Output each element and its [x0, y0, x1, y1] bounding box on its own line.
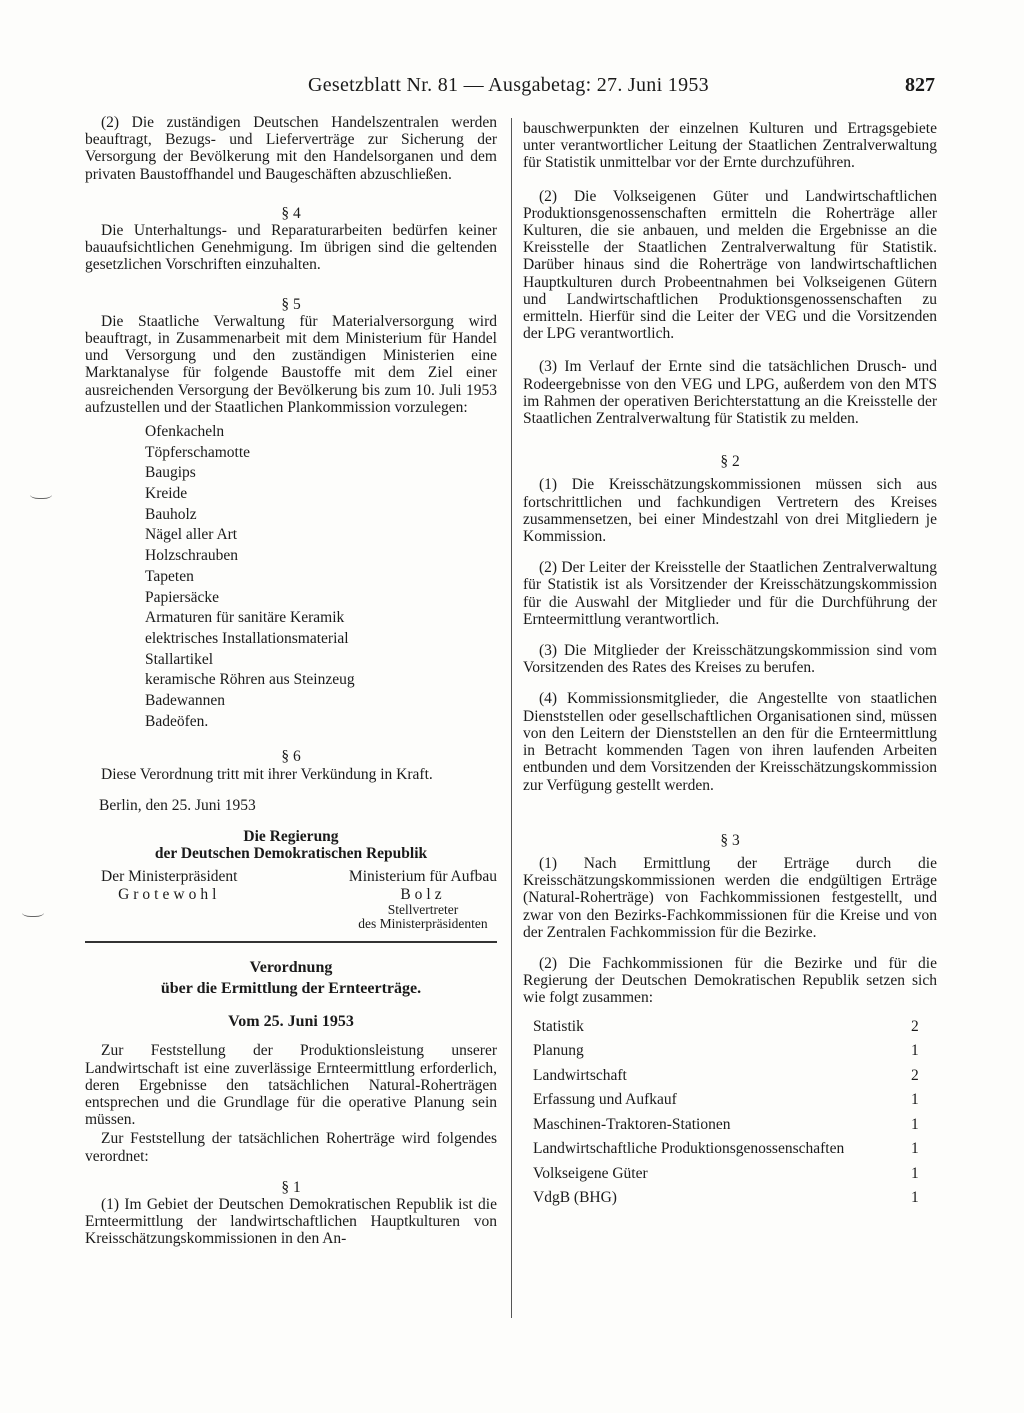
table-cell-label: Erfassung und Aufkauf [533, 1091, 677, 1109]
table-row [523, 1137, 937, 1162]
horizontal-rule [85, 941, 497, 943]
ordinance-subtitle: über die Ermittlung der Ernteerträge. [160, 979, 422, 997]
paragraph: (3) Die Mitglieder der Kreisschätzungskommission sind vom Vorsitzenden des Rates des Kreises zu berufen. [523, 642, 937, 677]
table-cell-count: 2 [911, 1017, 919, 1035]
table-cell-count: 2 [911, 1066, 919, 1084]
paragraph: (2) Die zuständigen Deutschen Handelszentralen werden beauftragt, Bezugs- und Lieferverträge zur Sicherung der Versorgung der Bevölkerung mit den Handelsorganen und dem privaten Baustoffhandel und Baugeschäften abzuschließen. [85, 114, 497, 183]
government-line-1: Die Regierung [243, 827, 339, 845]
list-item: Badewannen [145, 691, 226, 709]
list-item: Badeöfen. [145, 712, 209, 730]
table-row [523, 1088, 937, 1113]
table-cell-count: 1 [911, 1189, 919, 1207]
paragraph: Diese Verordnung tritt mit ihrer Verkündung in Kraft. [101, 765, 433, 783]
government-line-2: der Deutschen Demokratischen Republik [154, 845, 428, 863]
paragraph: (4) Kommissionsmitglieder, die Angestellte von staatlichen Dienststellen oder gesellschaftlichen Organisationen sind, müssen von den Leitern der Dienststellen an den für die Ernteermittlung in Betracht kommenden Tagen von ihren laufenden Arbeiten entbunden und dem Vorsitzenden der Kreisschätzungskommission zur Verfügung gestellt werden. [523, 690, 937, 794]
ordinance-date: Vom 25. Juni 1953 [228, 1013, 354, 1031]
paragraph: Zur Feststellung der tatsächlichen Roherträge wird folgendes verordnet: [85, 1130, 497, 1165]
section-heading: § 5 [281, 295, 301, 313]
section-heading: § 1 [281, 1178, 301, 1196]
list-item: keramische Röhren aus Steinzeug [145, 671, 355, 689]
table-cell-label: Planung [533, 1042, 584, 1060]
table-cell-count: 1 [911, 1042, 919, 1060]
table-cell-label: Landwirtschaft [533, 1066, 627, 1084]
table-cell-label: Statistik [533, 1017, 584, 1035]
place-date: Berlin, den 25. Juni 1953 [99, 796, 256, 814]
right-column [523, 120, 937, 1211]
paragraph: (2) Die Fachkommissionen für die Bezirke und für die Regierung der Deutschen Demokratischen Republik setzen sich wie folgt zusammen: [523, 954, 937, 1007]
list-item: Kreide [145, 485, 188, 503]
signatory-title: Ministerium für Aufbau [348, 868, 497, 886]
table-cell-label: VdgB (BHG) [533, 1189, 617, 1207]
table-row [523, 1113, 937, 1138]
paragraph: (1) Die Kreisschätzungskommissionen müssen sich aus fortschrittlichen und fachkundigen Vertretern des Kreises zusammensetzen, bei einer Mindestzahl von drei Mitgliedern je Kommission. [523, 476, 937, 546]
margin-mark [30, 488, 52, 499]
paragraph: (1) Im Gebiet der Deutschen Demokratischen Republik ist die Ernteermittlung der landwirtschaftlichen Hauptkulturen von Kreisschätzungskommissionen in den An- [85, 1196, 497, 1248]
signatory-name: Grotewohl [118, 885, 221, 903]
signatory-name: Bolz [400, 885, 446, 903]
header-title: Gesetzblatt Nr. 81 — Ausgabetag: 27. Juni 1953 [308, 74, 709, 96]
paragraph: (2) Der Leiter der Kreisstelle der Staatlichen Zentralverwaltung für Statistik ist als Vorsitzender der Kreisschätzungskommission für die Auswahl der Mitglieder und für die Durchführung der Ernteermittlung verantwortlich. [523, 559, 937, 628]
list-item: Töpferschamotte [145, 443, 251, 461]
left-column [85, 114, 497, 1248]
list-item: Nägel aller Art [145, 526, 238, 544]
table-row [523, 1015, 937, 1040]
table-row [523, 1039, 937, 1064]
table-row [523, 1186, 937, 1211]
table-cell-count: 1 [911, 1115, 919, 1133]
commission-table [523, 1015, 937, 1211]
list-item: Armaturen für sanitäre Keramik [145, 609, 345, 627]
table-cell-label: Landwirtschaftliche Produktionsgenossenschaften [533, 1140, 845, 1158]
margin-mark [22, 906, 44, 917]
section-heading: § 3 [720, 831, 740, 849]
page-header [0, 74, 1024, 102]
table-cell-count: 1 [911, 1140, 919, 1158]
list-item: Tapeten [145, 567, 194, 585]
list-item: Holzschrauben [145, 547, 238, 565]
signatory-role: Stellvertreter [387, 901, 459, 917]
paragraph: (2) Die Volkseigenen Güter und Landwirtschaftlichen Produktionsgenossenschaften ermitteln die Roherträge aller Kulturen, die sie anbauen, und melden die Ergebnisse an die Kreisstelle der Staatlichen Zentralverwaltung für Statistik. Darüber hinaus sind die Roherträge von landwirtschaftlichen Hauptkulturen durch Probeentnahmen bei Volkseigenen Gütern und Landwirtschaftlichen Produktionsgenossenschaften zu ermitteln. Hierfür sind die Leiter der VEG und die Vorsitzenden der LPG verantwortlich. [523, 187, 937, 343]
table-cell-count: 1 [911, 1164, 919, 1182]
signature-right [349, 868, 497, 930]
list-item: Baugips [145, 464, 196, 482]
material-list [145, 422, 497, 732]
paragraph: Die Unterhaltungs- und Reparaturarbeiten bedürfen keiner bauaufsichtlichen Genehmigung. Im übrigen sind die geltenden gesetzlichen Vorschriften einzuhalten. [85, 222, 497, 274]
list-item: Bauholz [145, 505, 197, 523]
column-divider [511, 118, 512, 1318]
table-row [523, 1162, 937, 1187]
signatory-title: Der Ministerpräsident [101, 868, 238, 886]
signature-block [85, 868, 497, 930]
section-heading: § 4 [281, 204, 301, 222]
paragraph: Die Staatliche Verwaltung für Materialversorgung wird beauftragt, in Zusammenarbeit mit dem Ministerium für Handel und Versorgung und den zuständigen Ministerien eine Marktanalyse für folgende Baustoffe mit dem Ziel einer ausreichenden Versorgung der Bevölkerung bis zum 10. Juli 1953 aufzustellen und der Staatlichen Plankommission vorzulegen: [85, 312, 497, 416]
ordinance-title: Verordnung [249, 958, 333, 976]
paragraph: bauschwerpunkten der einzelnen Kulturen und Ertragsgebiete unter verantwortlicher Leitung der Staatlichen Zentralverwaltung für Statistik unmittelbar vor der Ernte durchzuführen. [523, 120, 937, 172]
list-item: elektrisches Installationsmaterial [145, 629, 349, 647]
list-item: Ofenkacheln [145, 423, 225, 441]
table-cell-label: Volkseigene Güter [533, 1164, 648, 1182]
paragraph: Zur Feststellung der Produktionsleistung unserer Landwirtschaft ist eine zuverlässige Ernteermittlung erforderlich, deren Ergebnisse den tatsächlichen Natural-Roherträgen entsprechen und die Grundlage für die operative Planung sein müssen. [85, 1042, 497, 1129]
signature-left [101, 868, 237, 930]
list-item: Stallartikel [145, 650, 214, 668]
section-heading: § 6 [281, 748, 301, 766]
table-cell-label: Maschinen-Traktoren-Stationen [533, 1115, 731, 1133]
page-number: 827 [905, 74, 935, 96]
paragraph: (3) Im Verlauf der Ernte sind die tatsächlichen Drusch- und Rodeergebnisse von den VEG und LPG, außerdem von den MTS im Rahmen der operativen Berichterstattung an die Kreisstelle der Staatlichen Zentralverwaltung für Statistik zu melden. [523, 358, 937, 428]
signatory-role: des Ministerpräsidenten [358, 915, 488, 931]
table-cell-count: 1 [911, 1091, 919, 1109]
list-item: Papiersäcke [145, 588, 220, 606]
section-heading: § 2 [720, 453, 740, 471]
table-row [523, 1064, 937, 1089]
paragraph: (1) Nach Ermittlung der Erträge durch die Kreisschätzungskommissionen werden die endgültigen Erträge (Natural-Roherträge) von Fachkommissionen festgestellt, und zwar von den Bezirks-Fachkommissionen für die Kreise und von der Zentralen Fachkommission für die Bezirke. [523, 854, 937, 941]
